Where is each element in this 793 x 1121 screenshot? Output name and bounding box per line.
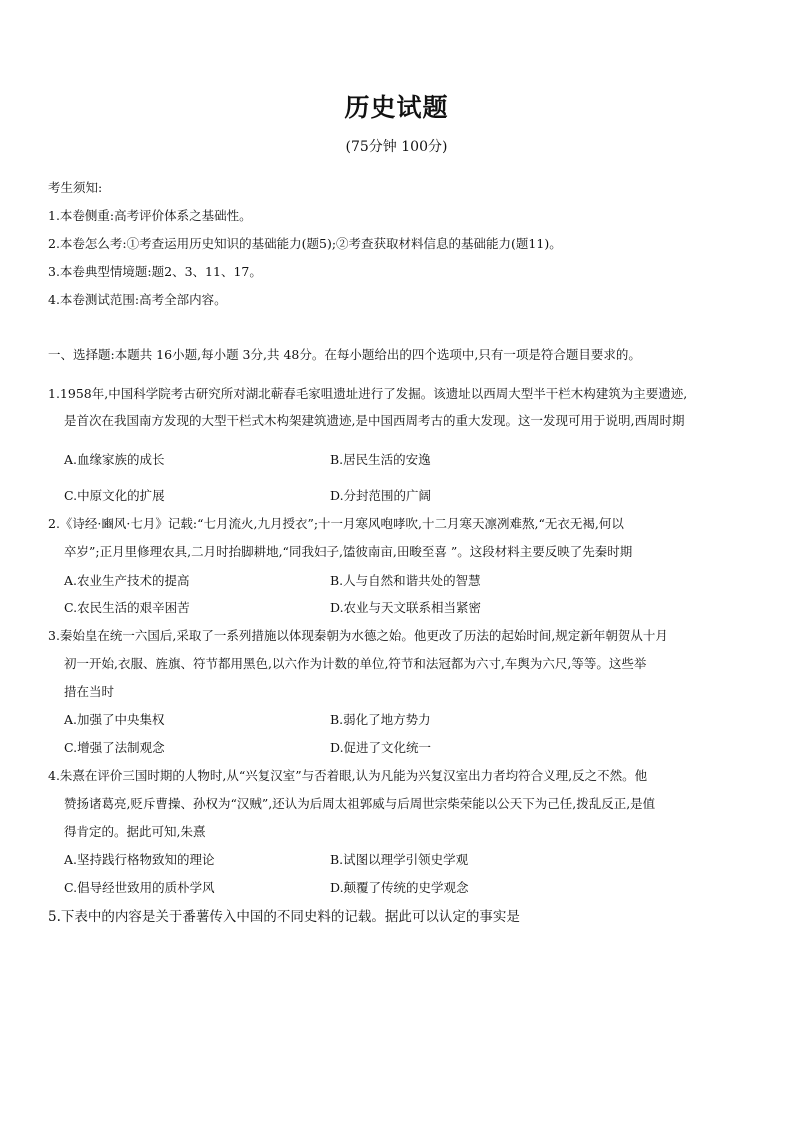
question-3-option-b: B.弱化了地方势力	[330, 712, 431, 727]
note-item: 2.本卷怎么考:①考查运用历史知识的基础能力(题5);②考查获取材料信息的基础能力(题11)。	[48, 236, 562, 251]
question-4-text: 赞扬诸葛亮,贬斥曹操、孙权为“汉贼”,还认为后周太祖郭威与后周世宗柴荣能以公天下为己任,拨乱反正,是值	[64, 796, 656, 811]
question-4-option-b: B.试图以理学引领史学观	[330, 852, 469, 867]
question-1-option-a: A.血缘家族的成长	[64, 452, 165, 467]
question-2-option-b: B.人与自然和谐共处的智慧	[330, 573, 481, 588]
question-4-option-d: D.颠覆了传统的史学观念	[330, 880, 469, 895]
section-heading: 一、选择题:本题共 16小题,每小题 3分,共 48分。在每小题给出的四个选项中,只有一项是符合题目要求的。	[48, 347, 641, 362]
question-1-text: 1.1958年,中国科学院考古研究所对湖北蕲春毛家咀遗址进行了发掘。该遗址以西周大型半干栏木构建筑为主要遗迹,	[48, 386, 688, 401]
question-2-text: 卒岁”;正月里修理农具,二月时抬脚耕地,“同我妇子,馌彼南亩,田畯至喜 ”。这段材料主要反映了先秦时期	[64, 544, 633, 559]
question-5-text: 5.下表中的内容是关于番薯传入中国的不同史料的记载。据此可以认定的事实是	[48, 909, 520, 925]
question-2-option-c: C.农民生活的艰辛困苦	[64, 600, 190, 615]
question-2-text: 2.《诗经·豳风·七月》记载:“七月流火,九月授衣”;十一月寒风咆哮吹,十二月寒天凛冽难熬,“无衣无褐,何以	[48, 516, 624, 531]
question-3-option-d: D.促进了文化统一	[330, 740, 432, 755]
question-4-text: 4.朱熹在评价三国时期的人物时,从“兴复汉室”与否着眼,认为凡能为兴复汉室出力者均符合义理,反之不然。他	[48, 768, 648, 783]
question-4-text: 得肯定的。据此可知,朱熹	[64, 824, 206, 839]
question-3-option-a: A.加强了中央集权	[64, 712, 165, 727]
exam-duration-score: (75分钟 100分)	[345, 139, 448, 155]
question-3-text: 措在当时	[64, 684, 115, 699]
question-4-option-a: A.坚持践行格物致知的理论	[64, 852, 215, 867]
page-title: 历史试题	[344, 93, 449, 122]
question-1-text: 是首次在我国南方发现的大型干栏式木构架建筑遗迹,是中国西周考古的重大发现。这一发现可用于说明,西周时期	[64, 413, 685, 428]
question-2-option-d: D.农业与天文联系相当紧密	[330, 600, 482, 615]
question-4-option-c: C.倡导经世致用的质朴学风	[64, 880, 215, 895]
question-3-text: 初一开始,衣服、旌旗、符节都用黑色,以六作为计数的单位,符节和法冠都为六寸,车舆为六尺,等等。这些举	[64, 656, 647, 671]
question-3-option-c: C.增强了法制观念	[64, 740, 165, 755]
question-1-option-c: C.中原文化的扩展	[64, 488, 165, 503]
note-item: 4.本卷测试范围:高考全部内容。	[48, 292, 227, 307]
note-item: 1.本卷侧重:高考评价体系之基础性。	[48, 208, 252, 223]
question-1-option-b: B.居民生活的安逸	[330, 452, 431, 467]
question-1-option-d: D.分封范围的广阔	[330, 488, 432, 503]
notes-heading: 考生须知:	[48, 180, 103, 195]
question-2-option-a: A.农业生产技术的提高	[64, 573, 190, 588]
note-item: 3.本卷典型情境题:题2、3、11、17。	[48, 264, 262, 279]
question-3-text: 3.秦始皇在统一六国后,采取了一系列措施以体现秦朝为水德之始。他更改了历法的起始时间,规定新年朝贺从十月	[48, 628, 668, 643]
